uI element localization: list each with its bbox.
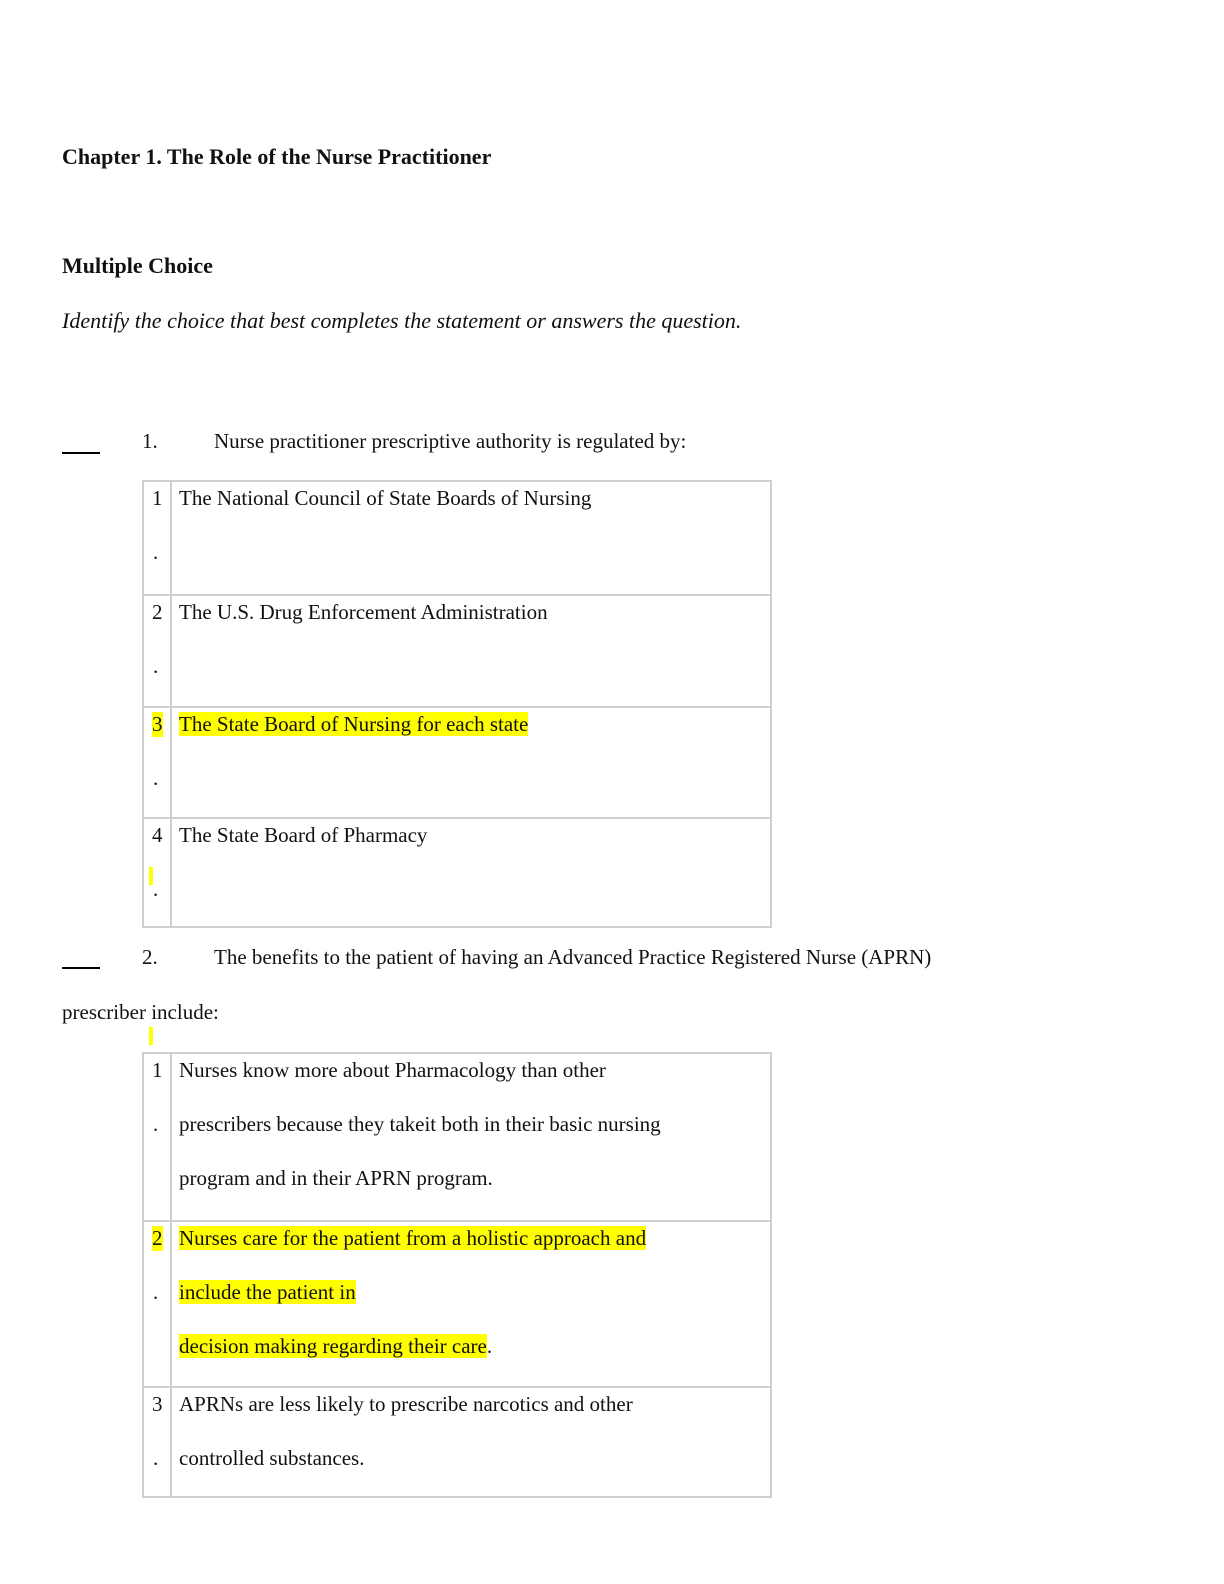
choice-number: 1 — [152, 486, 163, 510]
choice-row-correct[interactable] — [144, 706, 770, 817]
choice-text-line: Nurses know more about Pharmacology than other — [179, 1058, 606, 1082]
choice-text-line: decision making regarding their care — [179, 1334, 487, 1358]
choice-text: The National Council of State Boards of Nursing — [179, 486, 592, 510]
choice-number: 3 — [152, 1392, 163, 1416]
choice-number: 2 — [152, 600, 163, 624]
instructions: Identify the choice that best completes the statement or answers the question. — [62, 308, 742, 333]
question-number-2: 2. — [142, 945, 158, 969]
choice-text: The State Board of Pharmacy — [179, 823, 428, 847]
question-number-1: 1. — [142, 429, 158, 453]
choice-number: 3 — [152, 712, 163, 736]
choice-text-tail: . — [486, 1334, 493, 1358]
highlight-mark — [149, 1027, 153, 1045]
choice-text-line: APRNs are less likely to prescribe narcotics and other — [179, 1392, 633, 1416]
chapter-title: Chapter 1. The Role of the Nurse Practitioner — [62, 144, 492, 169]
choice-text-line: Nurses care for the patient from a holistic approach and — [179, 1226, 647, 1250]
question-text-2-cont: prescriber include: — [62, 1000, 219, 1024]
choice-dot: . — [153, 540, 159, 564]
choice-dot: . — [153, 654, 159, 678]
choice-row[interactable] — [144, 482, 770, 594]
choice-text-line: program and in their APRN program. — [179, 1166, 493, 1190]
choice-text-line: prescribers because they takeit both in their basic nursing — [179, 1112, 661, 1136]
choice-text-line: controlled substances. — [179, 1446, 365, 1470]
choices-table-1 — [142, 480, 772, 928]
answer-blank-2[interactable] — [62, 967, 100, 969]
choice-dot: . — [153, 1112, 159, 1136]
question-text-2: The benefits to the patient of having an Advanced Practice Registered Nurse (APRN) — [214, 945, 932, 969]
choice-dot: . — [153, 877, 159, 901]
choice-dot: . — [153, 766, 159, 790]
choice-dot: . — [153, 1446, 159, 1470]
choice-row[interactable] — [144, 1386, 770, 1496]
question-text-1: Nurse practitioner prescriptive authority is regulated by: — [214, 429, 687, 453]
choice-text-line: include the patient in — [179, 1280, 356, 1304]
choice-row[interactable] — [144, 594, 770, 706]
choice-row-correct[interactable] — [144, 1220, 770, 1386]
choice-number: 1 — [152, 1058, 163, 1082]
highlight-mark — [149, 867, 153, 885]
choice-row[interactable] — [144, 817, 770, 926]
choice-row[interactable] — [144, 1054, 770, 1220]
choice-number: 2 — [152, 1226, 163, 1250]
section-title: Multiple Choice — [62, 253, 213, 278]
choice-number: 4 — [152, 823, 163, 847]
choice-text: The State Board of Nursing for each state — [179, 712, 529, 736]
choice-dot: . — [153, 1280, 159, 1304]
choices-table-2 — [142, 1052, 772, 1498]
choice-text: The U.S. Drug Enforcement Administration — [179, 600, 548, 624]
answer-blank-1[interactable] — [62, 452, 100, 454]
